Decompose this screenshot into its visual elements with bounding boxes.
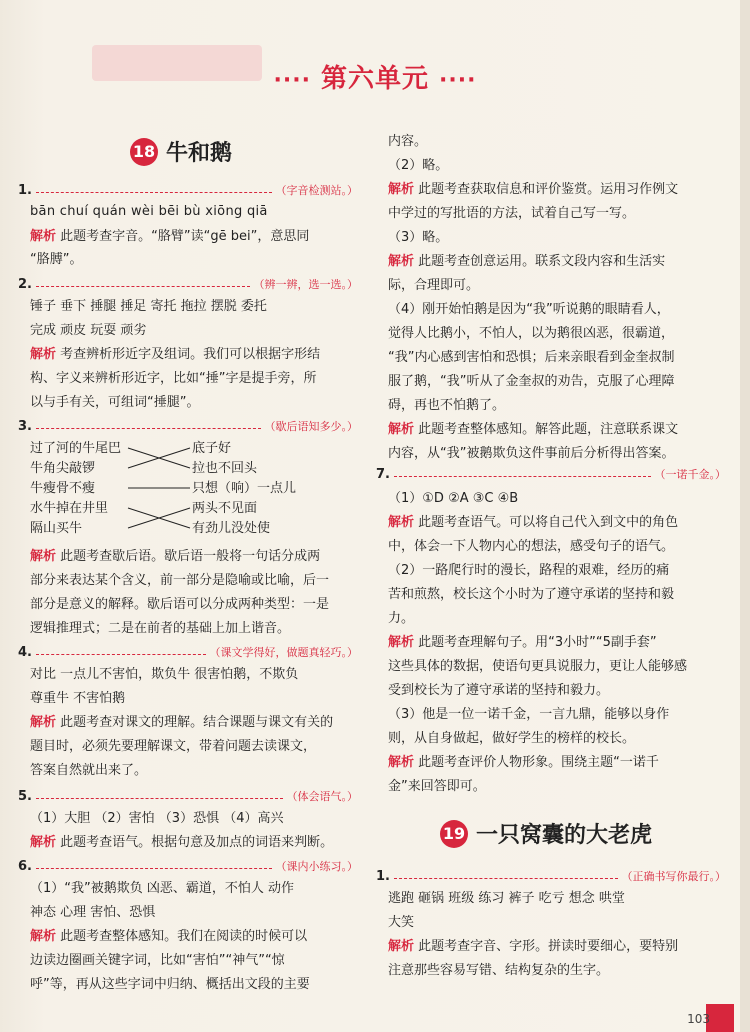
- answer-line: （1）大胆 （2）害怕 （3）恐惧 （4）高兴: [30, 811, 284, 826]
- question-tag: （课文学得好，做题真轻巧。）: [209, 646, 358, 659]
- answer-line: （1）“我”被鹅欺负 凶恶、霸道，不怕人 动作: [30, 881, 295, 896]
- dashed-line: [36, 860, 272, 869]
- question-6-header: [18, 858, 358, 874]
- dashed-line: [36, 420, 261, 429]
- answer-line: 服了鹅，“我”听从了金奎叔的劝告，克服了心理障: [388, 374, 675, 389]
- answer-line: 碍，再也不怕鹅了。: [388, 398, 506, 413]
- analysis-label: 解析: [30, 929, 57, 944]
- analysis-text: 此题考查创意运用。联系文段内容和生活实: [414, 254, 666, 269]
- analysis-text: 际，合理即可。: [388, 278, 480, 293]
- analysis-label: 解析: [30, 835, 57, 850]
- analysis-label: 解析: [388, 182, 415, 197]
- analysis-line: [30, 834, 333, 852]
- analysis-line: [30, 714, 333, 732]
- analysis-text: 此题考查歇后语。歇后语一般将一句话分成两: [56, 549, 321, 564]
- lesson-number-badge: 18: [130, 138, 158, 166]
- match-left-item: 牛瘦骨不瘦: [30, 481, 96, 496]
- page-edge: [740, 0, 750, 1032]
- answer-line: 完成 顽皮 玩耍 顽劣: [30, 323, 147, 338]
- question-tag: （体会语气。）: [286, 790, 358, 803]
- match-right-item: 拉也不回头: [192, 461, 258, 476]
- answer-line: 苦和煎熬，校长这个小时为了遵守承诺的坚持和毅: [388, 587, 675, 602]
- title-dots-right: ····: [439, 68, 477, 93]
- answer-line: 尊重牛 不害怕鹅: [30, 691, 126, 706]
- analysis-text: 此题考查整体感知。我们在阅读的时候可以: [56, 929, 308, 944]
- question-7-header: [376, 466, 726, 482]
- analysis-label: 解析: [388, 515, 415, 530]
- analysis-text: 此题考查对课文的理解。结合课题与课文有关的: [56, 715, 334, 730]
- unit-title-text: 第六单元: [320, 64, 429, 94]
- question-4-header: [18, 644, 358, 660]
- answer-line: 则，从自身做起，做好学生的榜样的校长。: [388, 731, 636, 746]
- question-number: 3.: [18, 418, 32, 434]
- answer-line: （3）他是一位一诺千金，一言九鼎，能够以身作: [388, 707, 670, 722]
- page-number: 103: [687, 1012, 710, 1026]
- match-left-item: 隔山买牛: [30, 521, 83, 536]
- match-left-item: 牛角尖敲锣: [30, 461, 96, 476]
- analysis-text: 这些具体的数据，使语句更具说服力，更让人能够感: [388, 659, 688, 674]
- question-number: 1.: [18, 182, 32, 198]
- analysis-text: 此题考查整体感知。解答此题，注意联系课文: [414, 422, 679, 437]
- analysis-text: 边读边圈画关键字词，比如“害怕”“神气”“惊: [30, 953, 285, 968]
- analysis-text: 以与手有关，可组词“捶腿”。: [30, 395, 200, 410]
- answer-line: （1）①D ②A ③C ④B: [388, 491, 519, 506]
- question-3-header: [18, 418, 358, 434]
- analysis-label: 解析: [388, 635, 415, 650]
- analysis-label: 解析: [388, 755, 415, 770]
- dashed-line: [394, 870, 618, 879]
- analysis-text: 此题考查评价人物形象。围绕主题“一诺千: [414, 755, 659, 770]
- analysis-text: 受到校长为了遵守承诺的坚持和毅力。: [388, 683, 610, 698]
- analysis-text: 此题考查获取信息和评价鉴赏。运用习作例文: [414, 182, 679, 197]
- analysis-line: [30, 928, 307, 946]
- analysis-line: [30, 548, 320, 566]
- match-left-item: 过了河的牛尾巴: [30, 441, 122, 456]
- question-5-header: [18, 788, 358, 804]
- analysis-text: 题目时，必须先要理解课文，带着问题去读课文，: [30, 739, 317, 754]
- answer-line: （2）略。: [388, 158, 449, 173]
- dashed-line: [36, 184, 272, 193]
- answer-line: 觉得人比鹅小，不怕人，以为鹅很凶恶，很霸道，: [388, 326, 675, 341]
- analysis-line: [388, 938, 678, 956]
- analysis-text: 此题考查语气。根据句意及加点的词语来判断。: [56, 835, 334, 850]
- analysis-text: 构、字义来辨析形近字，比如“捶”字是提手旁，所: [30, 371, 317, 386]
- match-right-item: 两头不见面: [192, 501, 258, 516]
- analysis-label: 解析: [388, 422, 415, 437]
- analysis-text: 内容，从“我”被鹅欺负这件事前后分析得出答案。: [388, 446, 675, 461]
- question-1-header: [18, 182, 358, 198]
- analysis-line: [388, 421, 678, 439]
- analysis-text: 中学过的写批语的方法，试着自己写一写。: [388, 206, 636, 221]
- analysis-text: 此题考查字音、字形。拼读时要细心，要特别: [414, 939, 679, 954]
- question-number: 6.: [18, 858, 32, 874]
- answer-line: （2）一路爬行时的漫长，路程的艰难，经历的痛: [388, 563, 670, 578]
- analysis-text: 金”来回答即可。: [388, 779, 486, 794]
- matching-exercise: [30, 440, 330, 565]
- answer-line: 大笑: [388, 915, 415, 930]
- dashed-line: [36, 646, 206, 655]
- match-left-item: 水牛掉在井里: [30, 501, 109, 516]
- lesson-18-heading: [130, 136, 232, 167]
- analysis-label: 解析: [30, 715, 57, 730]
- lesson-19-heading: [440, 818, 652, 849]
- analysis-line: [30, 346, 320, 364]
- answer-line: 锤子 垂下 捶腿 捶足 寄托 拖拉 摆脱 委托: [30, 299, 267, 314]
- analysis-text: 此题考查理解句子。用“3小时”“5副手套”: [414, 635, 657, 650]
- question-tag: （课内小练习。）: [275, 860, 358, 873]
- analysis-text: 答案自然就出来了。: [30, 763, 148, 778]
- question-19-1-header: [376, 868, 726, 884]
- answer-line: “我”内心感到害怕和恐惧；后来亲眼看到金奎叔制: [388, 350, 675, 365]
- question-number: 4.: [18, 644, 32, 660]
- dashed-line: [36, 278, 250, 287]
- analysis-text: 部分是意义的解释。歇后语可以分成两种类型：一是: [30, 597, 330, 612]
- answer-line: 神态 心理 害怕、恐惧: [30, 905, 156, 920]
- answer-line: 对比 一点儿不害怕，欺负牛 很害怕鹅，不欺负: [30, 667, 299, 682]
- analysis-text: 逻辑推理式；二是在前者的基础上加上谐音。: [30, 621, 291, 636]
- answer-line: 内容。: [388, 134, 428, 149]
- analysis-text: 考查辨析形近字及组词。我们可以根据字形结: [56, 347, 321, 362]
- answer-line: 逃跑 砸锅 班级 练习 裤子 吃亏 想念 哄堂: [388, 891, 625, 906]
- question-tag: （正确书写你最行。）: [621, 870, 726, 883]
- lesson-number-badge: 19: [440, 820, 468, 848]
- analysis-label: 解析: [30, 229, 57, 244]
- analysis-line: [30, 228, 309, 246]
- analysis-text: 注意那些容易写错、结构复杂的生字。: [388, 963, 610, 978]
- match-right-item: 底子好: [192, 441, 232, 456]
- dashed-line: [36, 790, 283, 799]
- analysis-text: 此题考查语气。可以将自己代入到文中的角色: [414, 515, 679, 530]
- analysis-text: 呼”等，再从这些字词中归纳、概括出文段的主要: [30, 977, 310, 992]
- analysis-label: 解析: [30, 549, 57, 564]
- question-number: 5.: [18, 788, 32, 804]
- question-number: 1.: [376, 868, 390, 884]
- analysis-label: 解析: [388, 254, 415, 269]
- page-corner-tab: [706, 1004, 734, 1032]
- lesson-title: 牛和鹅: [166, 141, 233, 166]
- analysis-line: [388, 181, 678, 199]
- analysis-line: [388, 514, 678, 532]
- title-dots-left: ····: [273, 68, 311, 93]
- answer-line: （4）刚开始怕鹅是因为“我”听说鹅的眼睛看人，: [388, 302, 670, 317]
- analysis-text: 此题考查字音。“胳臂”读“gē bei”，意思同: [56, 229, 310, 244]
- match-right-item: 有劲儿没处使: [192, 521, 271, 536]
- answer-line: 力。: [388, 611, 415, 626]
- question-number: 7.: [376, 466, 390, 482]
- analysis-text: 部分来表达某个含义，前一部分是隐喻或比喻，后一: [30, 573, 330, 588]
- answer-line: （3）略。: [388, 230, 449, 245]
- question-2-header: [18, 276, 358, 292]
- pinyin-answer: bān chuí quán wèi bēi bù xiōng qiā: [30, 204, 268, 219]
- question-tag: （一诺千金。）: [654, 468, 726, 481]
- question-tag: （辨一辨，选一选。）: [253, 278, 358, 291]
- analysis-label: 解析: [30, 347, 57, 362]
- analysis-label: 解析: [388, 939, 415, 954]
- analysis-text: 中，体会一下人物内心的想法，感受句子的语气。: [388, 539, 675, 554]
- question-tag: （歇后语知多少。）: [264, 420, 358, 433]
- analysis-line: [388, 754, 659, 772]
- analysis-line: [388, 253, 665, 271]
- unit-title: [0, 58, 750, 95]
- match-right-item: 只想（响）一点儿: [192, 481, 297, 496]
- analysis-text: “胳膊”。: [30, 252, 83, 267]
- lesson-title: 一只窝囊的大老虎: [476, 823, 653, 848]
- question-tag: （字音检测站。）: [275, 184, 358, 197]
- question-number: 2.: [18, 276, 32, 292]
- dashed-line: [394, 468, 651, 477]
- analysis-line: [388, 634, 657, 652]
